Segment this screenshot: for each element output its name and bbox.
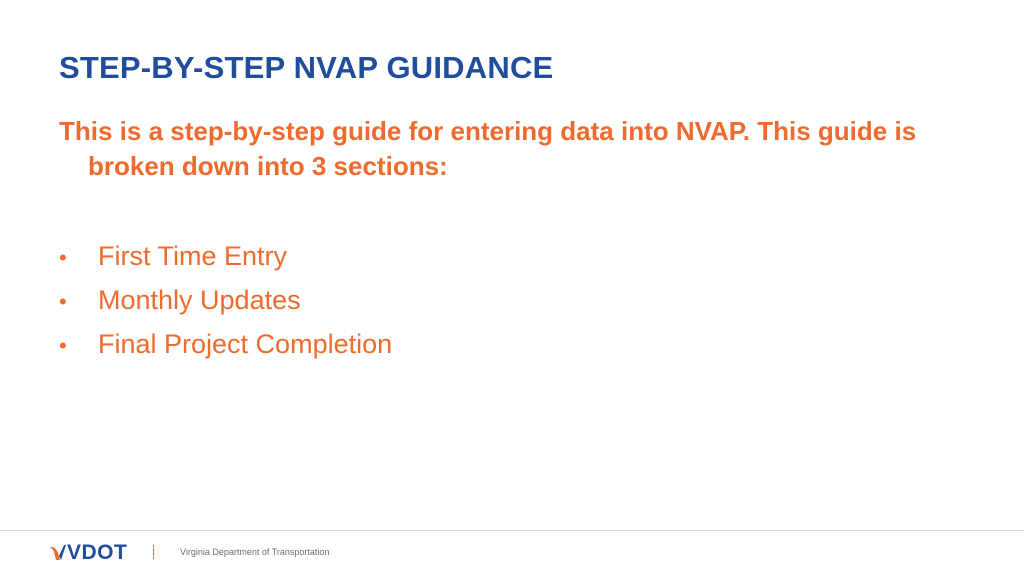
footer-organization: Virginia Department of Transportation xyxy=(180,547,330,557)
section-list xyxy=(59,235,392,367)
vdot-swoosh-icon xyxy=(50,543,66,563)
footer-divider-line xyxy=(0,530,1024,531)
section-item xyxy=(59,235,392,279)
bullet-icon: • xyxy=(59,333,67,358)
slide-title: STEP-BY-STEP NVAP GUIDANCE xyxy=(59,50,554,85)
intro-text: This is a step-by-step guide for entering data into NVAP. This guide is broken down into 3 sections: xyxy=(59,116,917,181)
bullet-icon: • xyxy=(59,245,67,270)
section-item-label: Monthly Updates xyxy=(98,285,301,315)
section-item-label: Final Project Completion xyxy=(98,329,393,359)
vdot-logo xyxy=(50,540,127,566)
section-item xyxy=(59,279,392,323)
bullet-icon: • xyxy=(59,289,67,314)
section-item-label: First Time Entry xyxy=(98,241,288,271)
logo-text: VDOT xyxy=(67,541,128,564)
section-item xyxy=(59,323,392,367)
footer-separator xyxy=(153,545,154,559)
